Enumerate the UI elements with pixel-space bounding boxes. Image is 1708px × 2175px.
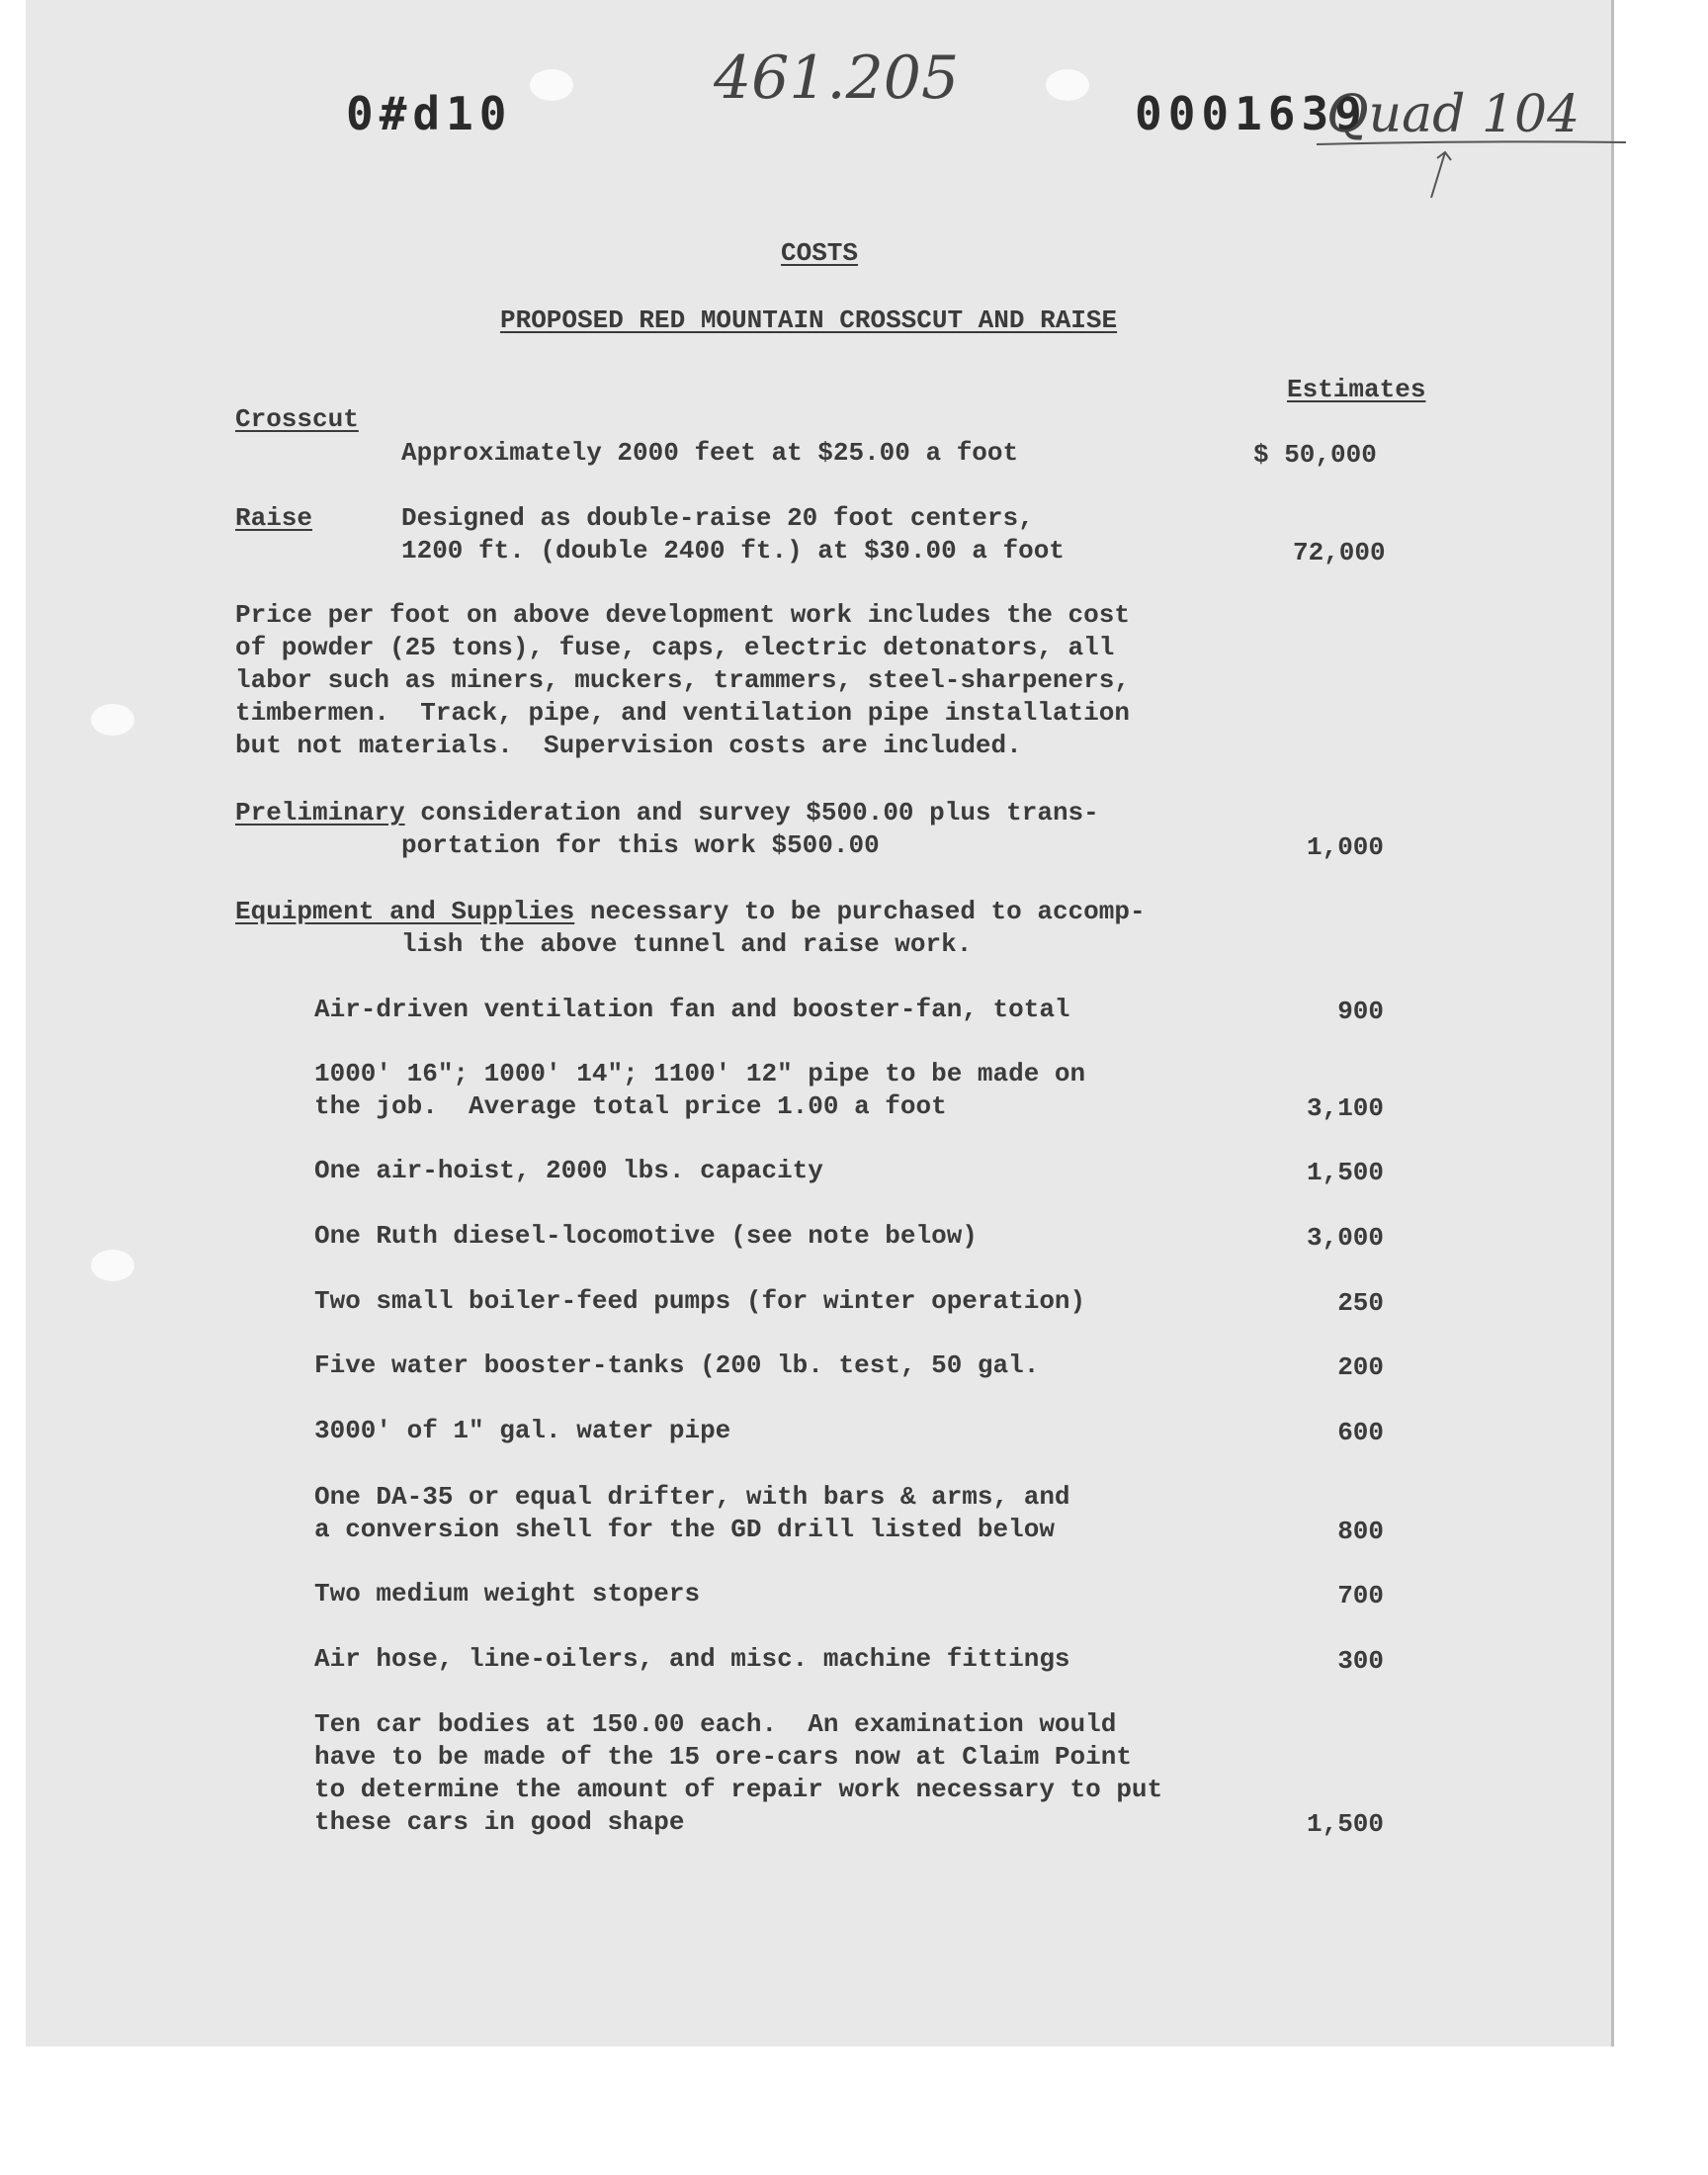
price-note-line: Price per foot on above development work includes the cost	[235, 600, 1130, 630]
equipment-item-text: 1000' 16"; 1000' 14"; 1100' 12" pipe to be made on	[314, 1059, 1086, 1088]
equipment-item-text: Two small boiler-feed pumps (for winter operation)	[314, 1286, 1086, 1316]
page-subtitle: PROPOSED RED MOUNTAIN CROSSCUT AND RAISE	[500, 305, 1118, 335]
raise-line-1: Designed as double-raise 20 foot centers,	[401, 503, 1034, 533]
raise-amount: 72,000	[1293, 538, 1386, 567]
equipment-item-text: these cars in good shape	[314, 1807, 685, 1837]
punch-hole	[91, 704, 134, 736]
handwritten-underline	[1315, 138, 1631, 208]
equipment-item-text: 3000' of 1" gal. water pipe	[314, 1416, 731, 1445]
stamp-right: 0001639	[1135, 87, 1368, 140]
crosscut-text: Approximately 2000 feet at $25.00 a foot	[401, 438, 1019, 468]
punch-hole	[1046, 69, 1089, 101]
equipment-text: necessary to be purchased to accomp-	[574, 897, 1146, 926]
handwritten-file-number: 461.205	[714, 44, 960, 113]
equipment-item-amount: 1,500	[1306, 1158, 1384, 1187]
equipment-item-text: the job. Average total price 1.00 a foot	[314, 1091, 947, 1121]
equipment-item-amount: 600	[1337, 1418, 1384, 1447]
price-note-line: of powder (25 tons), fuse, caps, electric detonators, all	[235, 633, 1115, 662]
preliminary-text: consideration and survey $500.00 plus trans-	[404, 798, 1099, 827]
preliminary-line-1	[235, 797, 1099, 829]
equipment-item-text: Two medium weight stopers	[314, 1579, 701, 1609]
estimates-header: Estimates	[1287, 375, 1426, 404]
preliminary-amount: 1,000	[1307, 832, 1385, 862]
equipment-item-amount: 800	[1337, 1517, 1384, 1546]
equipment-item-text: Air hose, line-oilers, and misc. machine fittings	[314, 1644, 1070, 1674]
price-note-line: timbermen. Track, pipe, and ventilation pipe installation	[235, 698, 1130, 728]
equipment-item-text: Ten car bodies at 150.00 each. An examination would	[314, 1709, 1117, 1739]
equipment-item-text: One air-hoist, 2000 lbs. capacity	[314, 1156, 823, 1185]
stamp-left: 0#d10	[346, 87, 513, 140]
price-note-line: but not materials. Supervision costs are included.	[235, 731, 1022, 760]
raise-line-2: 1200 ft. (double 2400 ft.) at $30.00 a foot	[401, 536, 1065, 566]
equipment-heading: Equipment and Supplies	[235, 897, 575, 926]
equipment-item-amount: 3,000	[1306, 1223, 1384, 1253]
equipment-item-amount: 3,100	[1306, 1093, 1384, 1123]
equipment-item-text: a conversion shell for the GD drill listed below	[314, 1515, 1055, 1544]
equipment-item-amount: 700	[1337, 1581, 1384, 1610]
punch-hole	[91, 1250, 134, 1281]
equipment-line-2: lish the above tunnel and raise work.	[401, 929, 973, 959]
handwritten-note: Quad 104	[1326, 85, 1580, 144]
preliminary-line-2: portation for this work $500.00	[401, 830, 880, 860]
crosscut-heading: Crosscut	[235, 404, 359, 434]
equipment-item-text: One Ruth diesel-locomotive (see note below)	[314, 1221, 978, 1251]
equipment-line-1	[235, 896, 1146, 928]
price-note-line: labor such as miners, muckers, trammers, steel-sharpeners,	[235, 665, 1130, 695]
equipment-item-amount: 1,500	[1306, 1809, 1384, 1839]
equipment-item-amount: 250	[1337, 1288, 1384, 1318]
crosscut-amount: $ 50,000	[1253, 440, 1377, 470]
equipment-item-amount: 900	[1337, 997, 1384, 1026]
equipment-item-text: One DA-35 or equal drifter, with bars & arms, and	[314, 1482, 1070, 1512]
page-title: COSTS	[781, 238, 859, 268]
equipment-item-amount: 200	[1337, 1352, 1384, 1382]
preliminary-heading: Preliminary	[235, 798, 405, 827]
raise-heading: Raise	[235, 503, 313, 533]
equipment-item-text: to determine the amount of repair work necessary to put	[314, 1775, 1163, 1804]
equipment-item-text: have to be made of the 15 ore-cars now at Claim Point	[314, 1742, 1132, 1772]
punch-hole	[530, 69, 573, 101]
equipment-item-text: Five water booster-tanks (200 lb. test, 50 gal.	[314, 1350, 1040, 1380]
equipment-item-amount: 300	[1337, 1646, 1384, 1676]
equipment-item-text: Air-driven ventilation fan and booster-fan, total	[314, 995, 1070, 1024]
